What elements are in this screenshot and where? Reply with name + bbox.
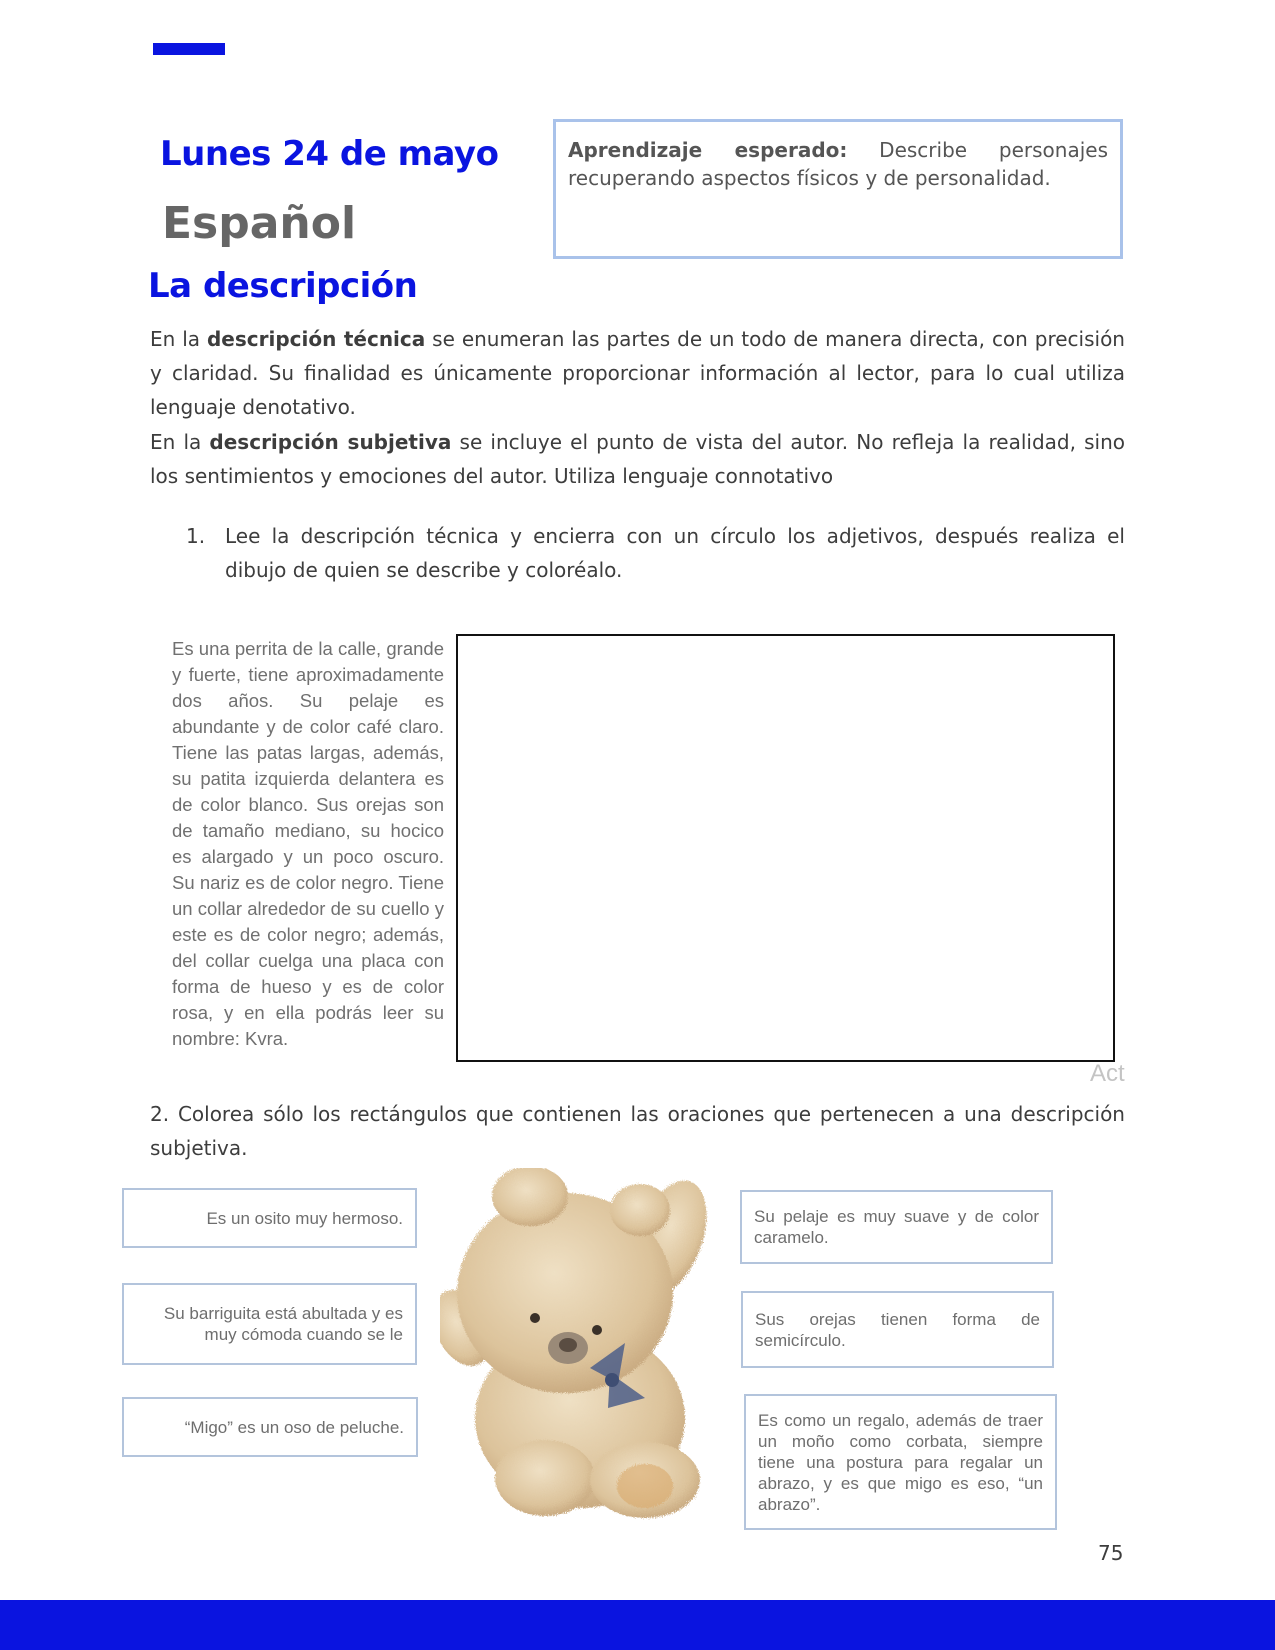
sentence-text: Sus orejas tienen forma de semicírculo. bbox=[755, 1309, 1040, 1350]
learning-text: Describe personajes recuperando aspectos físicos y de personalidad. bbox=[568, 138, 1108, 190]
sentence-box-1[interactable] bbox=[122, 1188, 417, 1248]
top-accent-bar bbox=[153, 43, 225, 55]
sentence-text: Su pelaje es muy suave y de color caramelo. bbox=[754, 1207, 1039, 1247]
page-number: 75 bbox=[1098, 1541, 1124, 1565]
teddy-bear-image bbox=[440, 1168, 730, 1520]
dog-description-text: Es una perrita de la calle, grande y fuerte, tiene aproximadamente dos años. Su pelaje es abundante y de color café claro. Tiene las patas largas, además, su patita izquierda delantera es de color blanco. Sus orejas son de tamaño mediano, su hocico es alargado y un poco oscuro. Su nariz es de color negro. Tiene un collar alrededor de su cuello y este es de color negro; además, del collar cuelga una placa con forma de hueso y es de color rosa, y en ella podrás leer su nombre: Kvra. bbox=[172, 638, 444, 1049]
intro-p2-rest: se incluye el punto de vista del autor. No refleja la realidad, sino los sentimientos y emociones del autor. Utiliza lenguaje connotativo bbox=[150, 430, 1125, 488]
sentence-box-4[interactable] bbox=[740, 1190, 1053, 1264]
page-date: Lunes 24 de mayo bbox=[160, 134, 499, 174]
learning-objective-box bbox=[553, 119, 1123, 259]
sentence-box-3[interactable] bbox=[122, 1397, 418, 1457]
intro-p2-prefix: En la bbox=[150, 430, 210, 454]
sentence-box-6[interactable] bbox=[744, 1394, 1057, 1530]
bottom-accent-bar bbox=[0, 1600, 1275, 1650]
subject-title: Español bbox=[162, 198, 357, 249]
activation-watermark: Act bbox=[1090, 1060, 1125, 1087]
exercise-1-number: 1. bbox=[186, 524, 206, 548]
term-subjective: descripción subjetiva bbox=[209, 430, 452, 454]
intro-paragraph-subjective bbox=[150, 425, 1125, 493]
sentence-text: Es como un regalo, además de traer un moño como corbata, siempre tiene una postura para regalar un abrazo, y es que migo es eso, “un abrazo”. bbox=[758, 1410, 1043, 1514]
section-title: La descripción bbox=[148, 266, 418, 306]
sentence-box-5[interactable] bbox=[741, 1291, 1054, 1368]
intro-paragraph-technical bbox=[150, 322, 1125, 424]
sentence-box-2[interactable] bbox=[122, 1283, 417, 1365]
intro-p1-prefix: En la bbox=[150, 327, 207, 351]
sentence-text: Es un osito muy hermoso. bbox=[206, 1208, 403, 1228]
sentence-text: Su barriguita está abultada y es muy cómoda cuando se le bbox=[163, 1304, 403, 1344]
exercise-1-instruction: Lee la descripción técnica y encierra con un círculo los adjetivos, después realiza el dibujo de quien se describe y coloréalo. bbox=[225, 524, 1125, 582]
intro-p1-rest: se enumeran las partes de un todo de manera directa, con precisión y claridad. Su finalidad es únicamente proporcionar información al lector, para lo cual utiliza lenguaje denotativo. bbox=[150, 327, 1125, 419]
drawing-area[interactable] bbox=[456, 634, 1115, 1062]
term-technical: descripción técnica bbox=[206, 327, 426, 351]
learning-label: Aprendizaje esperado: bbox=[568, 138, 848, 162]
sentence-text: “Migo” es un oso de peluche. bbox=[184, 1417, 404, 1437]
exercise-2-instruction: 2. Colorea sólo los rectángulos que contienen las oraciones que pertenecen a una descripción subjetiva. bbox=[150, 1102, 1125, 1160]
